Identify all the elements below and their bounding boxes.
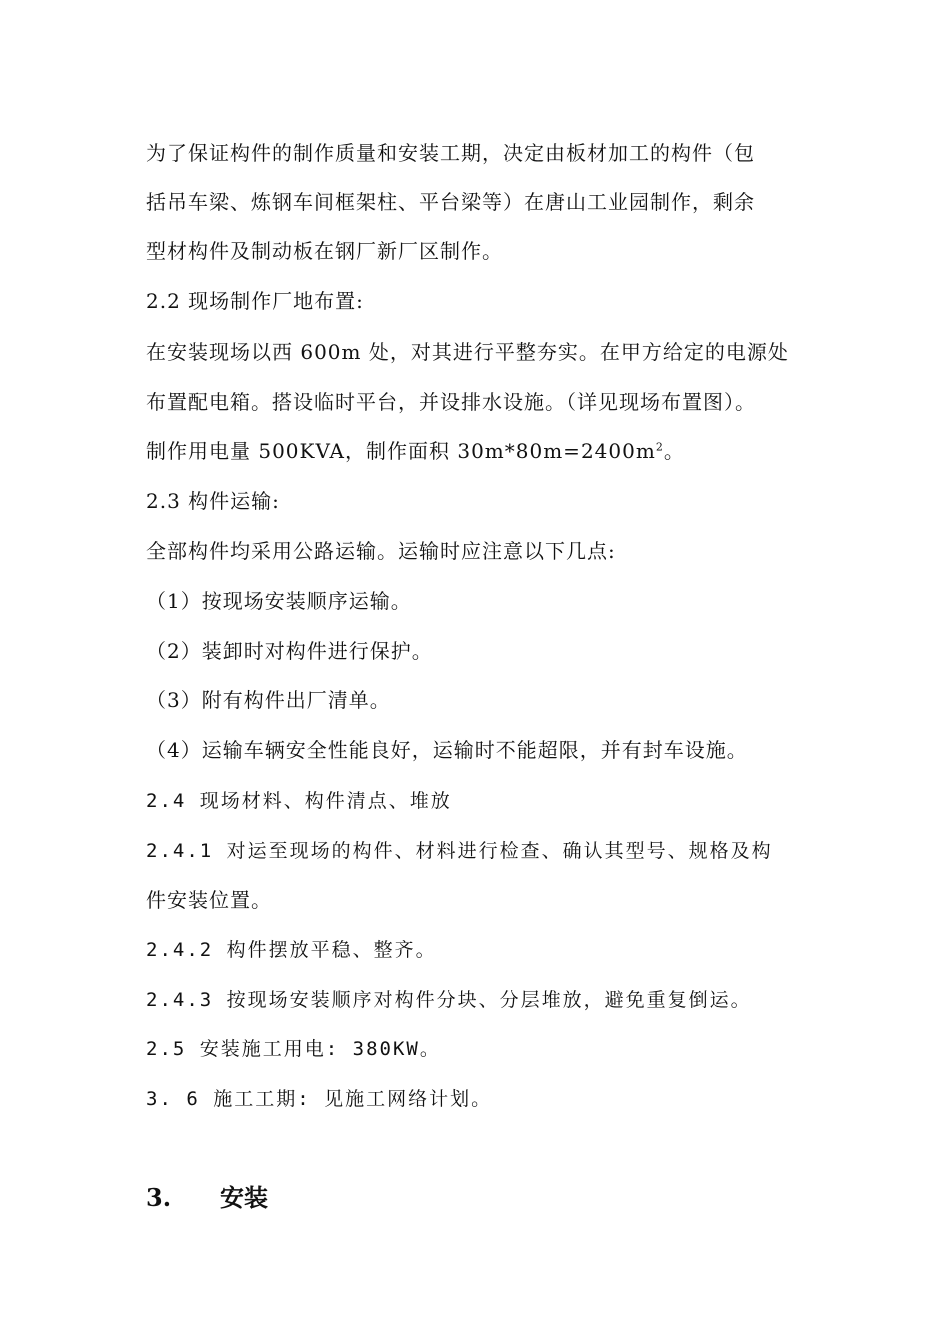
heading-number: 3. — [146, 1183, 172, 1212]
paragraph-line: 2.5 安装施工用电: 380KW。 — [146, 1038, 441, 1060]
list-item: （4）运输车辆安全性能良好，运输时不能超限，并有封车设施。 — [146, 738, 748, 762]
paragraph-line: 3. 6 施工工期: 见施工网络计划。 — [146, 1088, 493, 1110]
power-and-area-text: 制作用电量 500KVA，制作面积 30m*80m=2400m — [146, 439, 656, 463]
section-title-2-4: 2.4 现场材料、构件清点、堆放 — [146, 790, 452, 812]
paragraph-line: 2.4.3 按现场安装顺序对构件分块、分层堆放，避免重复倒运。 — [146, 989, 752, 1011]
paragraph-line: 布置配电箱。搭设临时平台，并设排水设施。（详见现场布置图）。 — [146, 390, 756, 414]
list-item: （3）附有构件出厂清单。 — [146, 688, 391, 712]
list-item: （2）装卸时对构件进行保护。 — [146, 639, 433, 663]
section-title-2-2: 2.2 现场制作厂地布置: — [146, 289, 364, 313]
paragraph-line: 2.4.2 构件摆放平稳、整齐。 — [146, 939, 437, 961]
paragraph-line: 为了保证构件的制作质量和安装工期，决定由板材加工的构件（包 — [146, 141, 755, 165]
paragraph-line: 件安装位置。 — [146, 888, 272, 912]
paragraph-line: 在安装现场以西 600m 处，对其进行平整夯实。在甲方给定的电源处 — [146, 340, 789, 364]
paragraph-line: 全部构件均采用公路运输。运输时应注意以下几点: — [146, 539, 616, 563]
paragraph-line-with-superscript — [146, 438, 685, 464]
paragraph-line: 型材构件及制动板在钢厂新厂区制作。 — [146, 239, 503, 263]
heading-title: 安装 — [220, 1183, 268, 1212]
section-title-2-3: 2.3 构件运输: — [146, 489, 280, 513]
superscript-exponent: 2 — [655, 440, 664, 454]
sentence-end: 。 — [663, 439, 685, 463]
paragraph-line: 括吊车梁、炼钢车间框架柱、平台梁等）在唐山工业园制作，剩余 — [146, 190, 755, 214]
section-heading-3 — [146, 1183, 268, 1213]
list-item: （1）按现场安装顺序运输。 — [146, 589, 412, 613]
paragraph-line: 2.4.1 对运至现场的构件、材料进行检查、确认其型号、规格及构 — [146, 840, 773, 862]
